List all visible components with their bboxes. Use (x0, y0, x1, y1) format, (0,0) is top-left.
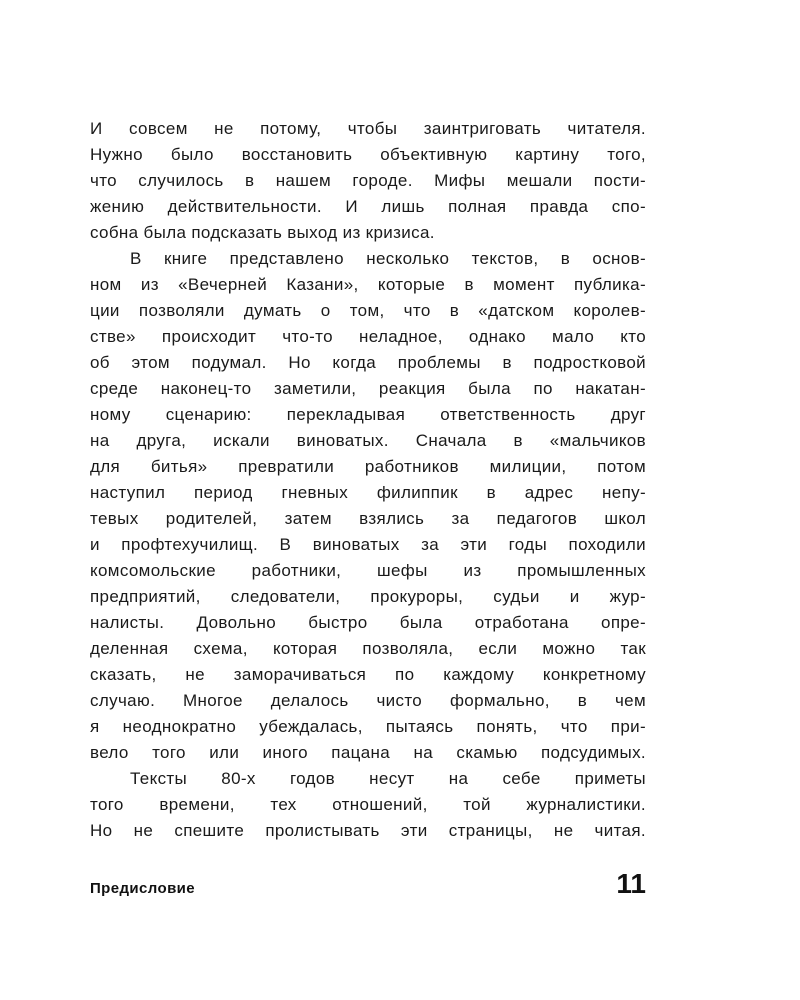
text-line: деленная схема, которая позволяла, если можно так (90, 639, 646, 658)
text-line: налисты. Довольно быстро была отработана опре- (90, 613, 646, 632)
text-line: тевых родителей, затем взялись за педагогов школ (90, 509, 646, 528)
text-line: для битья» превратили работников милиции, потом (90, 457, 646, 476)
text-line: среде наконец-то заметили, реакция была по накатан- (90, 379, 646, 398)
text-line: ному сценарию: перекладывая ответственность друг (90, 405, 646, 424)
text-line: я неоднократно убеждалась, пытаясь понять, что при- (90, 717, 646, 736)
text-line: Тексты 80-х годов несут на себе приметы (130, 769, 646, 788)
text-line: В книге представлено несколько текстов, в основ- (130, 249, 646, 268)
page-number: 11 (616, 868, 646, 899)
text-line: вело того или иного пацана на скамью подсудимых. (90, 743, 646, 762)
text-line: об этом подумал. Но когда проблемы в подростковой (90, 353, 646, 372)
text-line: и профтехучилищ. В виноватых за эти годы походили (90, 535, 646, 554)
text-line: жению действительности. И лишь полная правда спо- (90, 197, 646, 216)
running-footer-title: Предисловие (90, 880, 196, 897)
text-line: Но не спешите пролистывать эти страницы, не читая. (90, 821, 646, 840)
text-line: стве» происходит что-то неладное, однако мало кто (90, 327, 646, 346)
text-line: комсомольские работники, шефы из промышленных (90, 561, 646, 580)
text-line: того времени, тех отношений, той журналистики. (90, 795, 646, 814)
body-text (90, 116, 646, 844)
text-line: Нужно было восстановить объективную картину того, (90, 145, 646, 164)
text-line: ции позволяли думать о том, что в «датском королев- (90, 301, 646, 320)
text-line: на друга, искали виноватых. Сначала в «мальчиков (90, 431, 646, 450)
text-line: случаю. Многое делалось чисто формально, в чем (90, 691, 646, 710)
text-line: сказать, не заморачиваться по каждому конкретному (90, 665, 646, 684)
text-line: собна была подсказать выход из кризиса. (90, 223, 435, 242)
text-line: наступил период гневных филиппик в адрес непу- (90, 483, 646, 502)
text-line: что случилось в нашем городе. Мифы мешали пости- (90, 171, 646, 190)
text-line: И совсем не потому, чтобы заинтриговать читателя. (90, 119, 646, 138)
text-line: предприятий, следователи, прокуроры, судьи и жур- (90, 587, 646, 606)
text-line: ном из «Вечерней Казани», которые в момент публика- (90, 275, 646, 294)
